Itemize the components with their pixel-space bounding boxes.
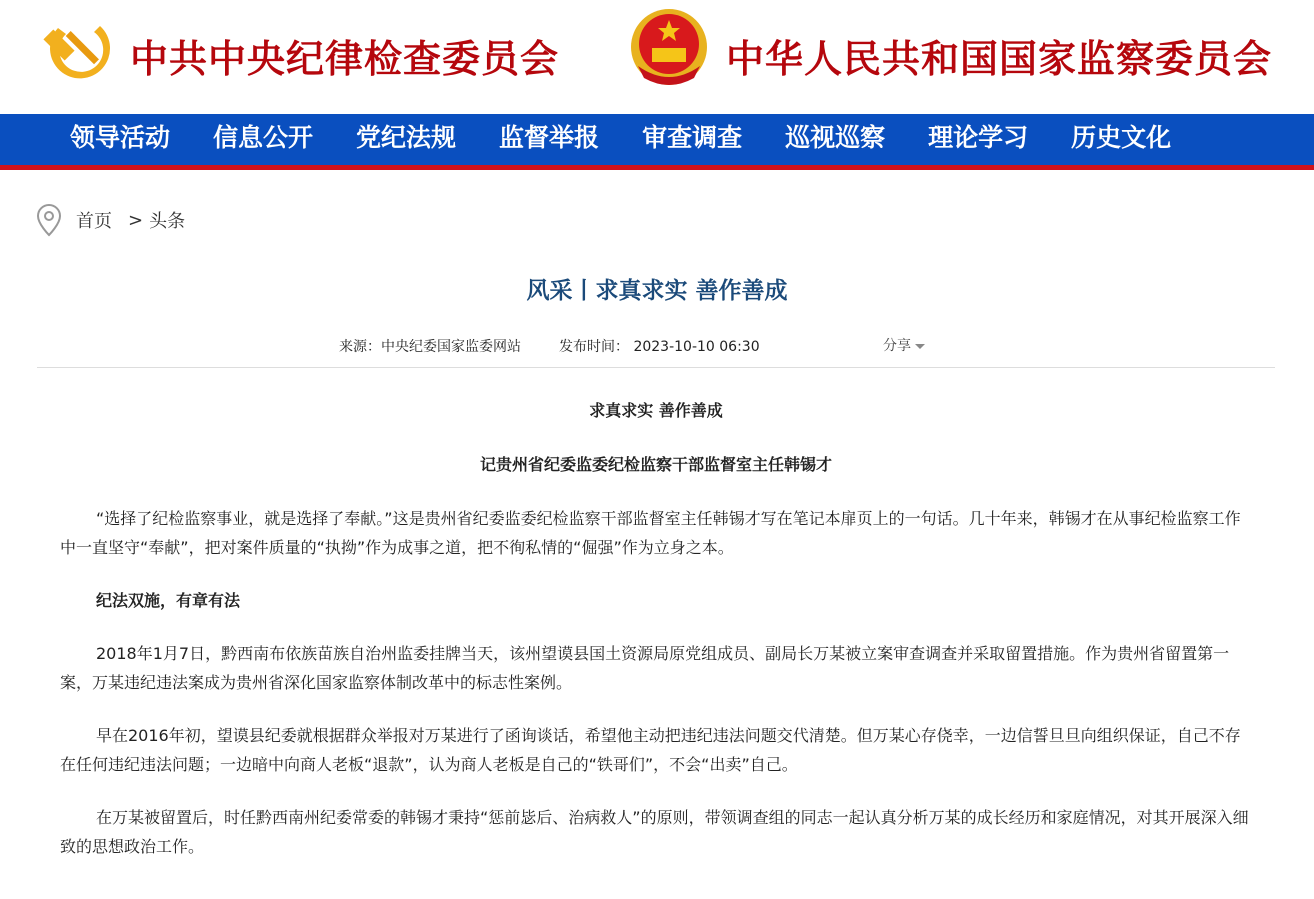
location-pin-icon [36, 203, 62, 237]
article-subtitle: 记贵州省纪委监委纪检监察干部监督室主任韩锡才 [479, 455, 832, 474]
section-heading: 纪法双施，有章有法 [96, 591, 241, 610]
article-source: 来源：中央纪委国家监委网站 [339, 339, 521, 355]
national-emblem-icon [628, 6, 710, 88]
caret-down-icon [915, 344, 925, 349]
paragraph: “选择了纪检监察事业，就是选择了奉献。”这是贵州省纪委监委纪检监察干部监督室主任韩锡才写在笔记本扉页上的一句话。几十年来，韩锡才在从事纪检监察工作中一直坚守“奉献”，把对案件质量的“执拗”作为成事之道，把不徇私情的“倔强”作为立身之本。 [60, 509, 1241, 557]
divider [37, 367, 1275, 368]
article-title: 风采丨求真求实 善作善成 [526, 278, 788, 304]
nav-item[interactable]: 监督举报 [499, 123, 600, 152]
nav-item[interactable]: 领导活动 [70, 123, 171, 152]
paragraph: 在万某被留置后，时任黔西南州纪委常委的韩锡才秉持“惩前毖后、治病救人”的原则，带领调查组的同志一起认真分析万某的成长经历和家庭情况，对其开展深入细致的思想政治工作。 [60, 808, 1249, 856]
nav-item[interactable]: 巡视巡察 [785, 123, 886, 152]
paragraph: 早在2016年初，望谟县纪委就根据群众举报对万某进行了函询谈话，希望他主动把违纪违法问题交代清楚。但万某心存侥幸，一边信誓旦旦向组织保证，自己不存在任何违纪违法问题；一边暗中向商人老板“退款”，认为商人老板是自己的“铁哥们”，不会“出卖”自己。 [60, 726, 1241, 774]
nav-item[interactable]: 审查调查 [642, 123, 743, 152]
breadcrumb [36, 203, 185, 237]
share-label: 分享 [883, 338, 911, 354]
share-dropdown[interactable] [883, 335, 925, 355]
main-nav [0, 114, 1314, 170]
org-name-cpc[interactable]: 中共中央纪律检查委员会 [130, 36, 560, 81]
article-meta [339, 336, 760, 356]
site-header [0, 0, 1314, 114]
party-emblem-icon [38, 8, 118, 88]
nav-item[interactable]: 理论学习 [928, 123, 1029, 152]
article-subtitle: 求真求实 善作善成 [589, 401, 723, 420]
publish-time: 发布时间： 2023-10-10 06:30 [559, 339, 760, 355]
nav-item[interactable]: 历史文化 [1071, 123, 1172, 152]
article-body [60, 396, 1252, 885]
breadcrumb-separator: > [128, 209, 144, 231]
nav-item[interactable]: 党纪法规 [356, 123, 457, 152]
paragraph: 2018年1月7日，黔西南布依族苗族自治州监委挂牌当天，该州望谟县国土资源局原党组成员、副局长万某被立案审查调查并采取留置措施。作为贵州省留置第一案，万某违纪违法案成为贵州省深化国家监察体制改革中的标志性案例。 [60, 644, 1230, 692]
nav-item[interactable]: 信息公开 [213, 123, 314, 152]
breadcrumb-current[interactable]: 头条 [149, 211, 186, 232]
org-name-nsc[interactable]: 中华人民共和国国家监察委员会 [726, 36, 1273, 81]
breadcrumb-home[interactable]: 首页 [76, 211, 112, 232]
